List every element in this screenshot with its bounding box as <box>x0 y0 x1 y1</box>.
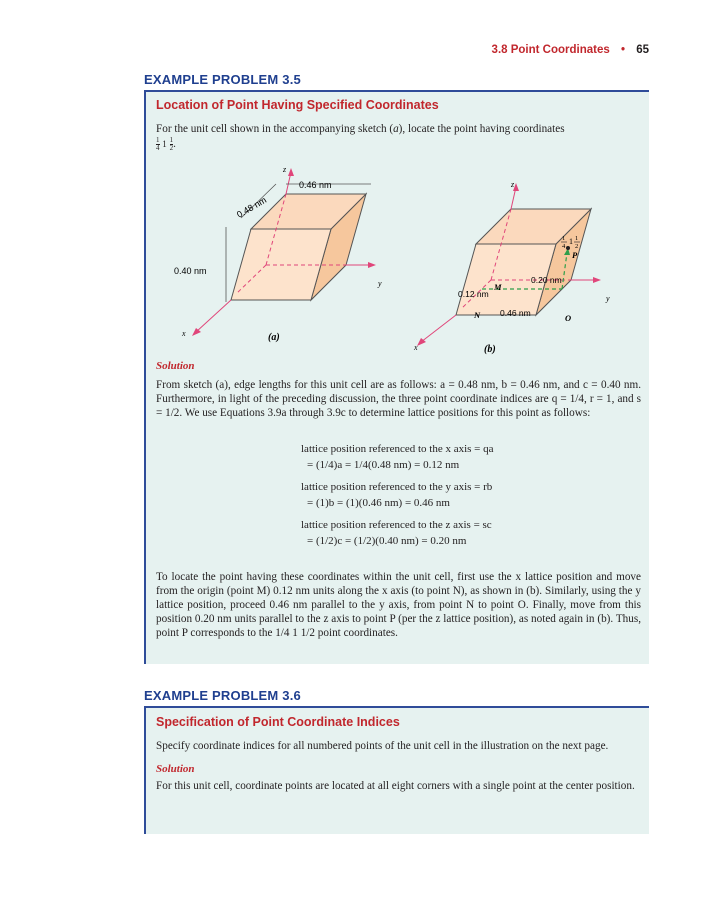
prompt-italic: a <box>393 123 399 135</box>
prompt-part: ), locate the point having coordinates <box>398 123 565 135</box>
example-box-3-6 <box>144 708 649 834</box>
caption-a: (a) <box>268 332 280 343</box>
point-p: P <box>572 250 578 260</box>
solution-text: From sketch (a), edge lengths for this unit cell are as follows: a = 0.48 nm, b = 0.46 nm, and c = 0.40 nm. Furthermore, in light of the preceding discussion, the three point coordinate indices are q = 1/4, r = 1, and s = 1/2. We use Equations 3.9a through 3.9c to determine lattice positions for this point as follows: <box>156 379 641 419</box>
point-m: M <box>494 282 502 292</box>
figure-a <box>174 165 382 343</box>
equation-line: = (1)b = (1)(0.46 nm) = 0.46 nm <box>307 497 450 509</box>
dim-046: 0.46 nm <box>500 308 531 318</box>
example-title-3-5: Location of Point Having Specified Coordinates <box>156 98 439 112</box>
example2-solution-text: For this unit cell, coordinate points are located at all eight corners with a single point at the center position. <box>156 780 635 792</box>
section-title: 3.8 Point Coordinates <box>491 44 610 56</box>
example-box-3-5 <box>144 92 649 664</box>
svg-text:1: 1 <box>569 237 573 246</box>
point-o: O <box>565 313 572 323</box>
example-label-3-5: EXAMPLE PROBLEM 3.5 <box>144 72 301 87</box>
svg-text:4: 4 <box>562 243 566 250</box>
example2-prompt: Specify coordinate indices for all numbered points of the unit cell in the illustration on the next page. <box>156 740 609 752</box>
header-bullet: • <box>620 44 625 56</box>
axis-x-label: x <box>182 329 186 338</box>
solution-label-2: Solution <box>156 763 195 775</box>
caption-b: (b) <box>484 344 496 355</box>
equation-line: lattice position referenced to the y axis = rb <box>301 481 493 493</box>
unit-cell-figures <box>146 162 651 357</box>
svg-text:2: 2 <box>575 243 579 250</box>
dim-c-label: 0.40 nm <box>174 266 207 276</box>
example-title-3-6: Specification of Point Coordinate Indices <box>156 715 400 729</box>
prompt-part: For the unit cell shown in the accompanying sketch ( <box>156 123 394 135</box>
axis-x-label-b: x <box>414 343 418 352</box>
solution-label: Solution <box>156 360 195 372</box>
closing-text: To locate the point having these coordinates within the unit cell, first use the x lattice position and move from the origin (point M) 0.12 nm units along the x axis (to point N), as shown in (b). Similarly, using the y lattice position, proceed 0.46 nm parallel to the y axis, from point N to point O. Finally, move from this position 0.20 nm units parallel to the z axis to point P (per the z lattice position), as noted again in (b). Thus, point P corresponds to the 1/4 1 1/2 point coordinates. <box>156 571 641 639</box>
axis-y-label: y <box>378 279 382 288</box>
dim-020: 0.20 nm <box>531 275 562 285</box>
example-prompt <box>146 122 649 152</box>
dim-012: 0.12 nm <box>458 289 489 299</box>
svg-text:1: 1 <box>562 235 566 242</box>
page-number: 65 <box>636 44 649 56</box>
figure-b <box>413 180 610 355</box>
prompt-coordinates: $\frac{1}{4}$ 1 $\frac{1}{2}$ . <box>156 136 176 152</box>
axis-z-label: z <box>283 165 287 174</box>
equation-line: = (1/2)c = (1/2)(0.40 nm) = 0.20 nm <box>307 535 467 547</box>
dim-a-label: 0.48 nm <box>235 194 269 220</box>
equation-line: lattice position referenced to the x axis = qa <box>301 443 494 455</box>
axis-y-label-b: y <box>606 294 610 303</box>
equation-line: = (1/4)a = 1/4(0.48 nm) = 0.12 nm <box>307 459 460 471</box>
equation-line: lattice position referenced to the z axis = sc <box>301 519 492 531</box>
running-header <box>492 44 649 56</box>
svg-text:1: 1 <box>575 235 579 242</box>
equations-block <box>301 442 641 556</box>
axis-z-label-b: z <box>511 180 515 189</box>
example-label-3-6: EXAMPLE PROBLEM 3.6 <box>144 688 301 703</box>
dim-b-label: 0.46 nm <box>299 180 332 190</box>
point-n: N <box>474 310 481 320</box>
